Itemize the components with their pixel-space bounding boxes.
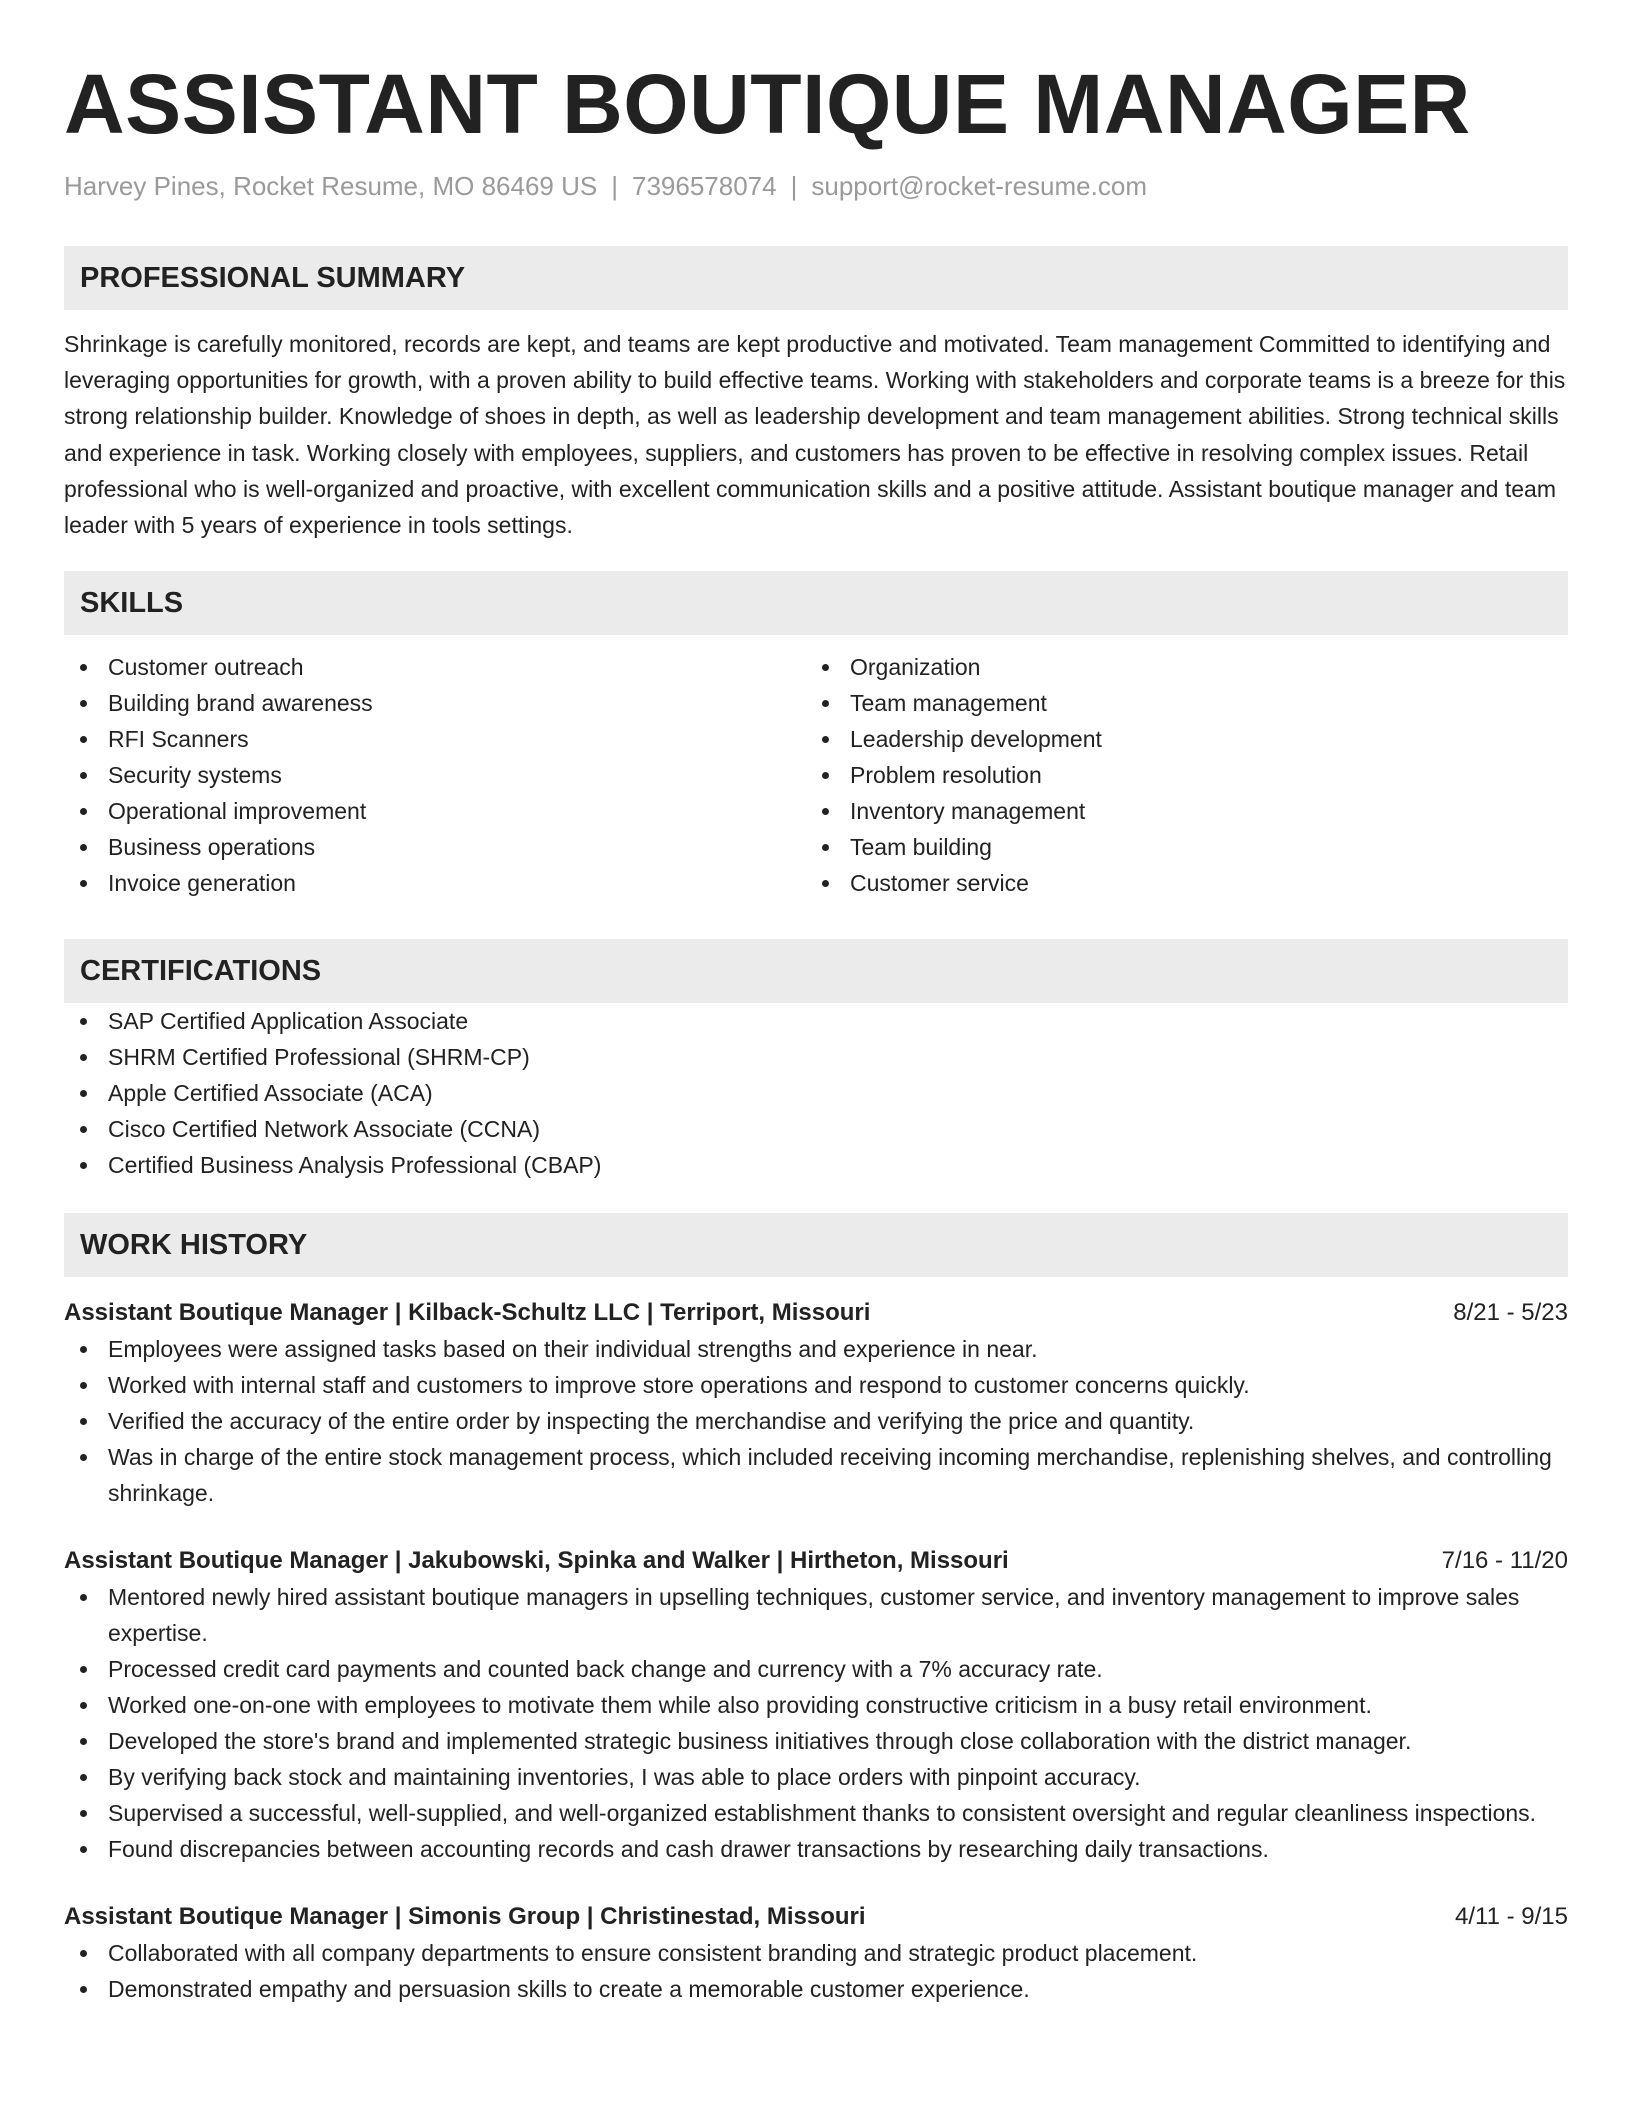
skill-label: Problem resolution [850,762,1042,789]
bullet-icon [80,1738,87,1745]
job-bullet [64,1367,1568,1403]
bullet-icon [80,1382,87,1389]
job-entry [64,1543,1568,1867]
job-title: Assistant Boutique Manager | Simonis Group | Christinestad, Missouri [64,1903,866,1931]
bullet-icon [822,736,829,743]
job-bullet-text: Developed the store's brand and implemented strategic business initiatives through close collaboration with the district manager. [108,1728,1412,1755]
bullet-icon [80,664,87,671]
bullet-icon [80,1774,87,1781]
contact-email[interactable]: support@rocket-resume.com [811,171,1147,201]
job-bullet [64,1687,1568,1723]
job-bullet [64,1935,1568,1971]
job-bullet-text: Employees were assigned tasks based on their individual strengths and experience in near. [108,1336,1038,1363]
bullet-icon [822,772,829,779]
skills-column-right [806,649,1548,901]
job-bullets [64,1579,1568,1867]
bullet-icon [80,1666,87,1673]
skill-item [64,793,806,829]
job-bullet-text: Collaborated with all company departments to ensure consistent branding and strategic product placement. [108,1940,1198,1967]
job-bullets [64,1935,1568,2007]
job-title: Assistant Boutique Manager | Jakubowski, Spinka and Walker | Hirtheton, Missouri [64,1547,1009,1575]
job-header [64,1295,1568,1331]
bullet-icon [822,880,829,887]
job-dates: 8/21 - 5/23 [1453,1299,1568,1327]
bullet-icon [80,1162,87,1169]
job-bullet [64,1579,1568,1651]
skill-label: Security systems [108,762,282,789]
skill-label: Team building [850,834,992,861]
bullet-icon [80,844,87,851]
job-bullet-text: Worked one-on-one with employees to motivate them while also providing constructive criticism in a busy retail environment. [108,1692,1372,1719]
skill-item [806,793,1548,829]
skill-label: RFI Scanners [108,726,249,753]
skill-label: Building brand awareness [108,690,373,717]
skill-item [806,757,1548,793]
job-title: Assistant Boutique Manager | Kilback-Schultz LLC | Terriport, Missouri [64,1299,871,1327]
skill-label: Customer service [850,870,1029,897]
job-bullet [64,1759,1568,1795]
bullet-icon [80,1702,87,1709]
job-bullet-text: Processed credit card payments and counted back change and currency with a 7% accuracy rate. [108,1656,1103,1683]
job-bullet-text: Found discrepancies between accounting records and cash drawer transactions by researching daily transactions. [108,1836,1269,1863]
certification-item [64,1003,1568,1039]
bullet-icon [80,1090,87,1097]
summary-text: Shrinkage is carefully monitored, records are kept, and teams are kept productive and motivated. Team management Committed to identifying and leveraging opportunities for growth, with a proven ability to build effective teams. Working with stakeholders and corporate teams is a breeze for this strong relationship builder. Knowledge of shoes in depth, as well as leadership development and team management abilities. Strong technical skills and experience in task. Working closely with employees, suppliers, and customers has proven to be effective in resolving complex issues. Retail professional who is well-organized and proactive, with excellent communication skills and a positive attitude. Assistant boutique manager and team leader with 5 years of experience in tools settings. [64,331,1566,539]
job-header [64,1543,1568,1579]
skill-item [64,865,806,901]
job-bullets [64,1331,1568,1511]
certification-label: Apple Certified Associate (ACA) [108,1080,433,1107]
skill-item [806,649,1548,685]
contact-separator: | [611,171,618,201]
skill-item [806,685,1548,721]
skill-item [64,721,806,757]
skills-heading: SKILLS [64,571,1568,635]
bullet-icon [80,1454,87,1461]
certification-label: Certified Business Analysis Professional (CBAP) [108,1152,602,1179]
work-history-heading: WORK HISTORY [64,1213,1568,1277]
bullet-icon [822,700,829,707]
bullet-icon [80,1846,87,1853]
job-bullet [64,1831,1568,1867]
bullet-icon [80,1418,87,1425]
contact-phone[interactable]: 7396578074 [631,171,777,201]
certifications-list [64,1003,1568,1183]
certification-label: SAP Certified Application Associate [108,1008,469,1035]
bullet-icon [822,844,829,851]
bullet-icon [80,808,87,815]
skill-item [64,685,806,721]
certification-item [64,1039,1568,1075]
bullet-icon [80,880,87,887]
bullet-icon [80,1346,87,1353]
skill-label: Inventory management [850,798,1086,825]
job-bullet-text: By verifying back stock and maintaining inventories, I was able to place orders with pinpoint accuracy. [108,1764,1141,1791]
bullet-icon [80,736,87,743]
bullet-icon [80,1986,87,1993]
job-header [64,1899,1568,1935]
bullet-icon [80,700,87,707]
job-bullet [64,1723,1568,1759]
bullet-icon [80,1054,87,1061]
job-bullet [64,1439,1568,1511]
job-bullet-text: Worked with internal staff and customers to improve store operations and respond to customer concerns quickly. [108,1372,1250,1399]
skills-list [64,649,1568,901]
skill-item [64,649,806,685]
certification-item [64,1147,1568,1183]
contact-separator: | [790,171,798,201]
job-entry [64,1295,1568,1511]
job-bullet [64,1971,1568,2007]
skill-label: Leadership development [850,726,1102,753]
certification-label: Cisco Certified Network Associate (CCNA) [108,1116,541,1143]
skill-item [64,757,806,793]
bullet-icon [80,1126,87,1133]
job-bullet-text: Demonstrated empathy and persuasion skills to create a memorable customer experience. [108,1976,1030,2003]
skill-item [64,829,806,865]
certification-item [64,1075,1568,1111]
skill-label: Operational improvement [108,798,367,825]
resume-page [64,0,1568,2007]
job-bullet [64,1403,1568,1439]
skill-label: Customer outreach [108,654,304,681]
bullet-icon [80,772,87,779]
bullet-icon [822,664,829,671]
skill-label: Team management [850,690,1047,717]
skill-item [806,829,1548,865]
job-bullet-text: Mentored newly hired assistant boutique managers in upselling techniques, customer service, and inventory management to improve sales expertise. [108,1584,1520,1647]
skill-item [806,865,1548,901]
bullet-icon [80,1594,87,1601]
skills-column-left [64,649,806,901]
certifications-heading: CERTIFICATIONS [64,939,1568,1003]
skill-item [806,721,1548,757]
job-bullet-text: Supervised a successful, well-supplied, and well-organized establishment thanks to consistent oversight and regular cleanliness inspections. [108,1800,1537,1827]
resume-title: ASSISTANT BOUTIQUE MANAGER [64,57,1471,151]
certification-item [64,1111,1568,1147]
job-bullet-text: Was in charge of the entire stock management process, which included receiving incoming merchandise, replenishing shelves, and controlling shrinkage. [108,1444,1552,1507]
job-dates: 4/11 - 9/15 [1455,1903,1568,1931]
job-bullet [64,1651,1568,1687]
bullet-icon [822,808,829,815]
bullet-icon [80,1950,87,1957]
contact-address: Harvey Pines, Rocket Resume, MO 86469 US [64,171,598,201]
bullet-icon [80,1810,87,1817]
skill-label: Invoice generation [108,870,296,897]
job-entry [64,1899,1568,2007]
bullet-icon [80,1018,87,1025]
certification-label: SHRM Certified Professional (SHRM-CP) [108,1044,530,1071]
summary-heading: PROFESSIONAL SUMMARY [64,246,1568,310]
job-bullet [64,1795,1568,1831]
job-bullet-text: Verified the accuracy of the entire order by inspecting the merchandise and verifying the price and quantity. [108,1408,1195,1435]
skill-label: Organization [850,654,981,681]
contact-line [64,170,1568,202]
skill-label: Business operations [108,834,316,861]
job-dates: 7/16 - 11/20 [1441,1547,1568,1575]
job-bullet [64,1331,1568,1367]
